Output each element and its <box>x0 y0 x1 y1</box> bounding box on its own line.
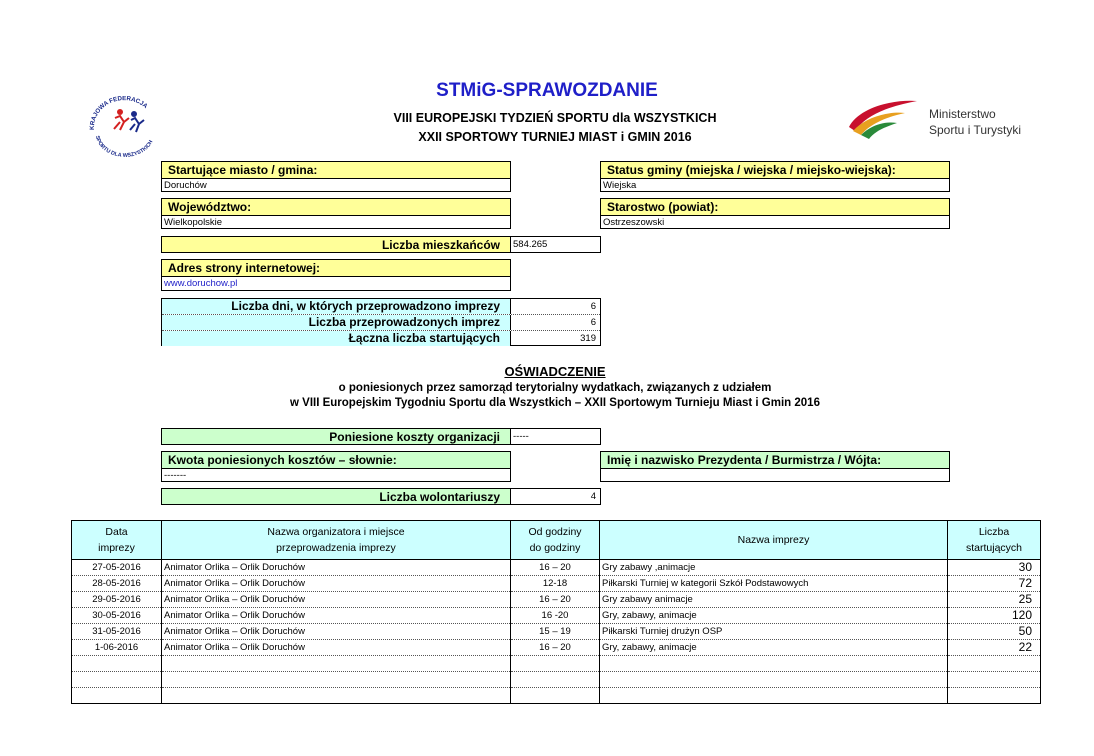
volunteers-value: 4 <box>511 488 601 505</box>
cell-org: Animator Orlika – Orlik Doruchów <box>162 592 511 608</box>
volunteers-label: Liczba wolontariuszy <box>161 488 511 505</box>
table-row <box>72 640 1041 656</box>
cell-date: 1-06-2016 <box>72 640 162 656</box>
stat-value: 6 <box>590 301 596 312</box>
cell-count: 25 <box>948 592 1041 608</box>
status-field: Status gminy (miejska / wiejska / miejsko-wiejska): Wiejska <box>600 161 950 192</box>
cell-count: 72 <box>948 576 1041 592</box>
cell-org <box>162 688 511 704</box>
cell-org: Animator Orlika – Orlik Doruchów <box>162 560 511 576</box>
stat-label: Łączna liczba startujących <box>162 331 511 346</box>
stat-row <box>162 315 600 331</box>
col-organizer: Nazwa organizatora i miejsce przeprowadzenia imprezy <box>162 521 511 560</box>
cell-event: Piłkarski Turniej w kategorii Szkół Podstawowych <box>600 576 948 592</box>
cell-date: 27-05-2016 <box>72 560 162 576</box>
table-header <box>72 521 1041 560</box>
cost-label: Poniesione koszty organizacji <box>161 428 511 445</box>
cell-event: Gry zabawy ,animacje <box>600 560 948 576</box>
voivodeship-field: Województwo: Wielkopolskie <box>161 198 511 229</box>
cell-date <box>72 656 162 672</box>
stats-box <box>161 298 601 346</box>
table-row <box>72 560 1041 576</box>
county-value: Ostrzeszowski <box>603 217 665 228</box>
cell-count <box>948 656 1041 672</box>
cell-event: Piłkarski Turniej drużyn OSP <box>600 624 948 640</box>
population-value: 584.265 <box>511 236 601 253</box>
cell-time: 16 – 20 <box>511 560 600 576</box>
cell-event: Gry, zabawy, animacje <box>600 640 948 656</box>
cell-time <box>511 672 600 688</box>
table-row <box>72 592 1041 608</box>
stat-value: 319 <box>580 333 596 344</box>
cost-value: ----- <box>511 428 601 445</box>
cell-date <box>72 688 162 704</box>
event-subtitle: VIII EUROPEJSKI TYDZIEŃ SPORTU dla WSZYSTKICH <box>393 111 717 125</box>
col-time: Od godziny do godziny <box>511 521 600 560</box>
table-row <box>72 672 1041 688</box>
status-value: Wiejska <box>603 180 637 191</box>
cell-date: 31-05-2016 <box>72 624 162 640</box>
cell-time: 12-18 <box>511 576 600 592</box>
svg-text:SPORTU DLA WSZYSTKICH: SPORTU DLA WSZYSTKICH <box>93 135 155 158</box>
declaration-line1: o poniesionych przez samorząd terytorialny wydatkach, związanych z udziałem <box>338 382 772 394</box>
website-link[interactable]: www.doruchow.pl <box>164 278 238 289</box>
ministry-logo-icon <box>845 97 927 141</box>
cell-org: Animator Orlika – Orlik Doruchów <box>162 624 511 640</box>
cell-count: 120 <box>948 608 1041 624</box>
cell-event <box>600 656 948 672</box>
page-title: STMiG-SPRAWOZDANIE <box>436 80 658 101</box>
stat-label: Liczba przeprowadzonych imprez <box>162 315 511 330</box>
table-row <box>72 624 1041 640</box>
county-field: Starostwo (powiat): Ostrzeszowski <box>600 198 950 229</box>
cell-time <box>511 656 600 672</box>
mayor-field: Imię i nazwisko Prezydenta / Burmistrza / Wójta: <box>600 451 950 482</box>
cell-org: Animator Orlika – Orlik Doruchów <box>162 640 511 656</box>
cell-time: 16 – 20 <box>511 640 600 656</box>
table-row <box>72 656 1041 672</box>
website-field: Adres strony internetowej: www.doruchow.pl <box>161 259 511 291</box>
mayor-value <box>601 469 949 483</box>
stat-row <box>162 331 600 346</box>
amount-words-value: ------- <box>164 470 187 481</box>
population-label: Liczba mieszkańców <box>161 236 511 253</box>
cell-time: 16 – 20 <box>511 592 600 608</box>
cell-count <box>948 672 1041 688</box>
federation-logo <box>84 96 166 158</box>
stat-label: Liczba dni, w których przeprowadzono imprezy <box>162 299 511 314</box>
city-field: Startujące miasto / gmina: Doruchów <box>161 161 511 192</box>
table-row <box>72 576 1041 592</box>
declaration-line2: w VIII Europejskim Tygodniu Sportu dla Wszystkich – XXII Sportowym Turnieju Miast i Gmin 2016 <box>290 397 820 409</box>
cell-org: Animator Orlika – Orlik Doruchów <box>162 608 511 624</box>
cell-count <box>948 688 1041 704</box>
cell-event <box>600 672 948 688</box>
cell-org <box>162 656 511 672</box>
table-row <box>72 608 1041 624</box>
cell-date: 28-05-2016 <box>72 576 162 592</box>
cell-date <box>72 672 162 688</box>
table-row <box>72 688 1041 704</box>
cell-date: 29-05-2016 <box>72 592 162 608</box>
cell-time <box>511 688 600 704</box>
stat-row <box>162 299 600 315</box>
declaration-title: OŚWIADCZENIE <box>504 364 606 379</box>
cell-org <box>162 672 511 688</box>
cell-event: Gry zabawy animacje <box>600 592 948 608</box>
cell-org: Animator Orlika – Orlik Doruchów <box>162 576 511 592</box>
voivodeship-value: Wielkopolskie <box>164 217 223 228</box>
col-event: Nazwa imprezy <box>600 521 948 560</box>
cell-event <box>600 688 948 704</box>
cell-count: 22 <box>948 640 1041 656</box>
stat-value: 6 <box>590 317 596 328</box>
cell-count: 50 <box>948 624 1041 640</box>
tournament-subtitle: XXII SPORTOWY TURNIEJ MIAST i GMIN 2016 <box>418 130 692 144</box>
ministry-name: Ministerstwo Sportu i Turystyki <box>929 107 1022 137</box>
amount-words-field: Kwota poniesionych kosztów – słownie: ------- <box>161 451 511 482</box>
cell-event: Gry, zabawy, animacje <box>600 608 948 624</box>
svg-text:KRAJOWA FEDERACJA: KRAJOWA FEDERACJA <box>88 96 149 131</box>
cell-count: 30 <box>948 560 1041 576</box>
cell-date: 30-05-2016 <box>72 608 162 624</box>
cell-time: 15 – 19 <box>511 624 600 640</box>
cell-time: 16 -20 <box>511 608 600 624</box>
col-date: Data imprezy <box>72 521 162 560</box>
city-value: Doruchów <box>164 180 207 191</box>
events-table <box>71 520 1041 704</box>
col-count: Liczba startujących <box>948 521 1041 560</box>
